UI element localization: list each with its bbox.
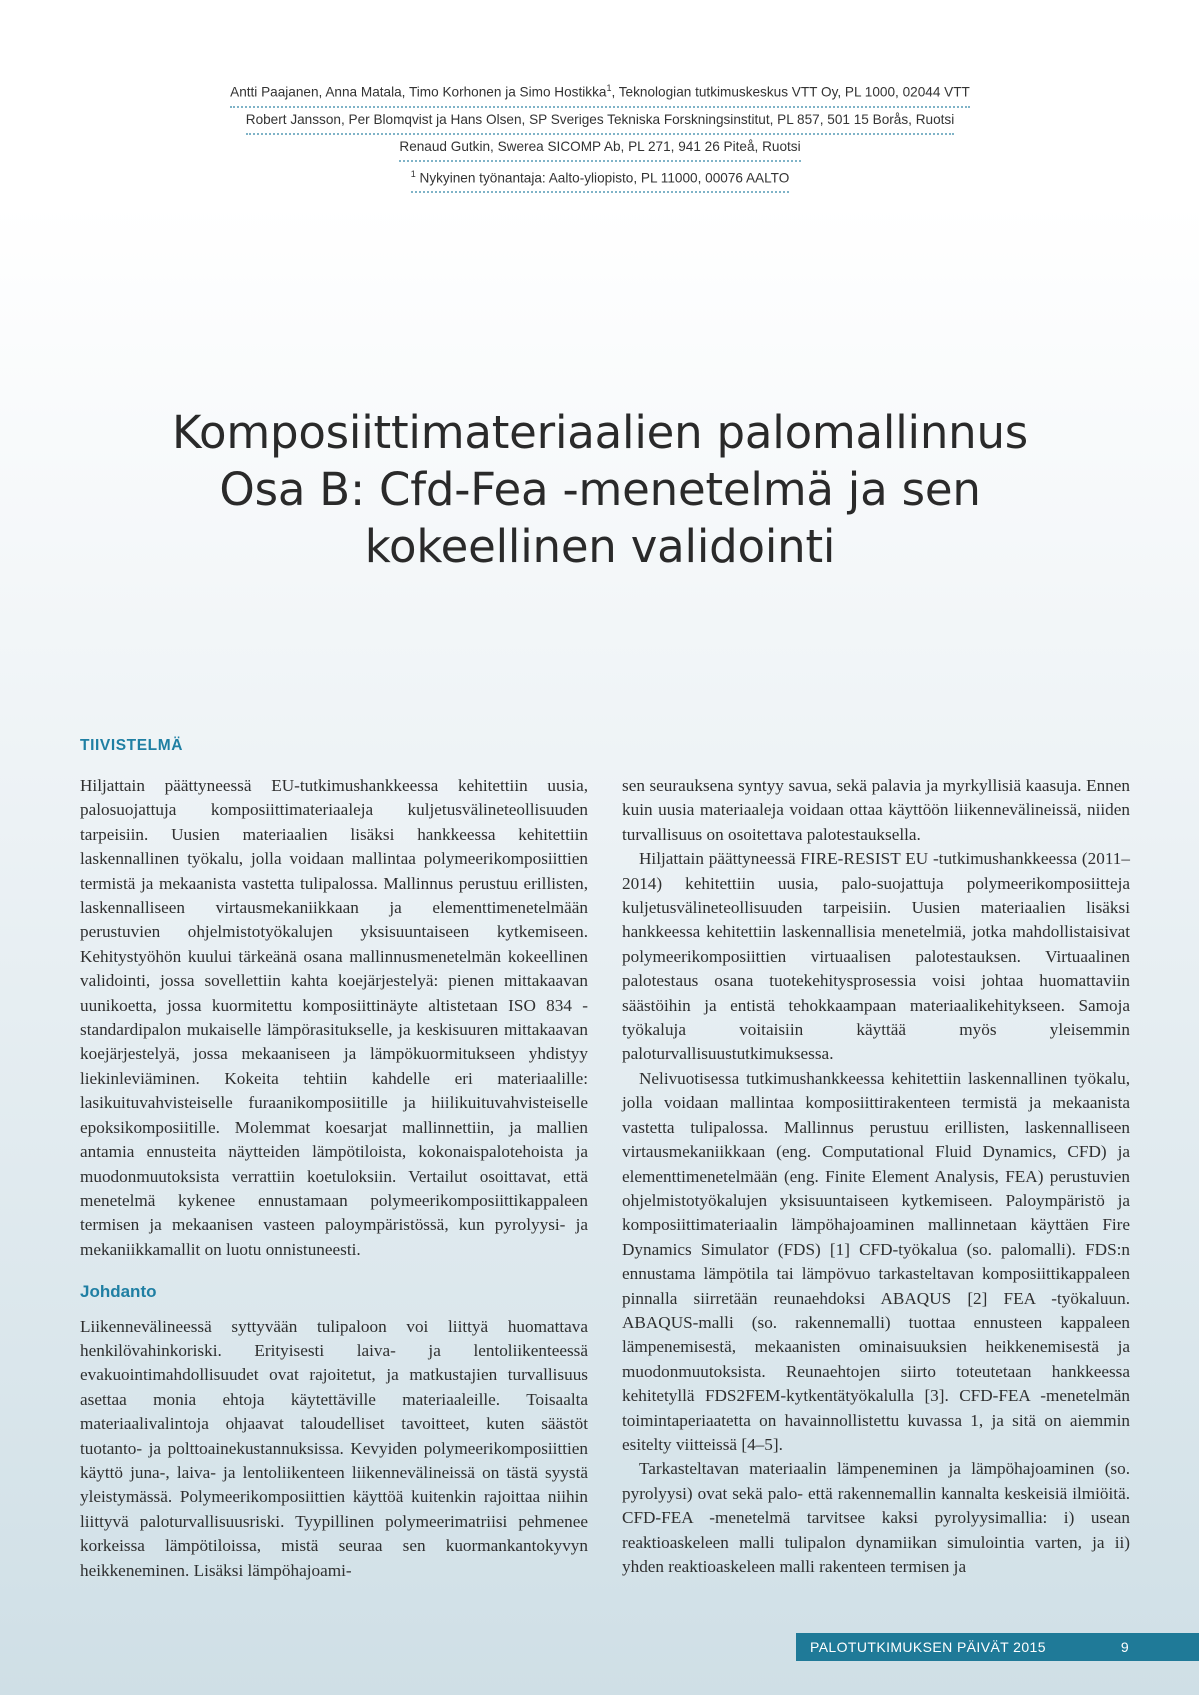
- title-line-3: kokeellinen validointi: [364, 520, 836, 573]
- author-line-swerea: Renaud Gutkin, Swerea SICOMP Ab, PL 271, 941 26 Piteå, Ruotsi: [399, 135, 800, 162]
- author-names-vtt: Antti Paajanen, Anna Matala, Timo Korhonen ja Simo Hostikka: [230, 84, 607, 100]
- author-line-current-employer: [411, 162, 790, 194]
- current-employer-text: Nykyinen työnantaja: Aalto-yliopisto, PL 11000, 00076 AALTO: [419, 170, 790, 186]
- affiliation-superscript: 1: [606, 83, 612, 93]
- left-column: [80, 774, 588, 1583]
- footer-bar: [796, 1633, 1199, 1661]
- author-block: [80, 76, 1120, 193]
- intro-heading: Johdanto: [80, 1282, 157, 1302]
- title-line-2: Osa B: Cfd-Fea -menetelmä ja sen: [219, 463, 981, 516]
- right-column: [622, 774, 1130, 1579]
- article-title: [90, 404, 1110, 575]
- intro-paragraph-3: Nelivuotisessa tutkimushankkeessa kehitettiin laskennallinen työkalu, jolla voidaan mallintaa komposiittirakenteen termistä ja mekaanista vastetta tulipalossa. Mallinnus perustuu erillisten, laskennalliseen virtausmekaniikkaan (eng. Computational Fluid Dynamics, CFD) ja elementtimenetelmään (eng. Finite Element Analysis, FEA) perustuvien ohjelmistotyökalujen yksisuuntaiseen kytkemiseen. Paloympäristö ja komposiittimateriaalin lämpöhajoaminen mallinnetaan käyttäen Fire Dynamics Simulator (FDS) [1] CFD-työkalua (so. palomalli). FDS:n ennustama lämpötila tai lämpövuo tarkasteltavan komposiittikappaleen pinnalla siirretään reunaehdoksi ABAQUS [2] FEA -työkaluun. ABAQUS-malli (so. rakennemalli) tuottaa ennusteen kappaleen lämpenemisestä, mekaanisten ominaisuuksien heikkenemisestä ja muodonmuutoksista. Reunaehtojen siirto toteutetaan hankkeessa kehitetyllä FDS2FEM-kytkentätyökalulla [3]. CFD-FEA -menetelmän toimintaperiaatetta on havainnollistettu kuvassa 1, ja sitä on aiemmin esitelty viitteissä [4–5].: [622, 1068, 1130, 1454]
- intro-paragraph-1: Liikennevälineessä syttyvään tulipaloon voi liittyä huomattava henkilövahinkoriski. Erityisesti laiva- ja lentoliikenteessä evakuointimahdollisuudet ovat rajoitetut, ja matkustajien turvallisuus asettaa monia ehtoja käytettäville materiaaleille. Toisaalta materiaalivalintoja ohjaavat taloudelliset tavoitteet, kuten säästöt tuotanto- ja polttoainekustannuksissa. Kevyiden polymeerikomposiittien käyttö juna-, laiva- ja lentoliikenteen liikennevälineissä on tästä syystä yleistymässä. Polymeerikomposiittien käyttöä kuitenkin rajoittaa niihin liittyvä paloturvallisuusriski. Tyypillinen polymeerimatriisi pehmenee korkeissa lämpötiloissa, mistä seuraa sen kuormankantokyvyn heikkeneminen. Lisäksi lämpöhajoami-: [80, 1316, 588, 1580]
- intro-paragraph-continued: sen seurauksena syntyy savua, sekä palavia ja myrkyllisiä kaasuja. Ennen kuin uusia materiaaleja voidaan ottaa käyttöön liikennevälineissä, niiden turvallisuus on osoitettava palotestauksella.: [622, 776, 1130, 844]
- footer-event-name: PALOTUTKIMUKSEN PÄIVÄT 2015: [810, 1639, 1046, 1655]
- affiliation-superscript: 1: [410, 168, 416, 179]
- affiliation-vtt: , Teknologian tutkimuskeskus VTT Oy, PL 1000, 02044 VTT: [611, 84, 970, 100]
- intro-paragraph-2: Hiljattain päättyneessä FIRE-RESIST EU -tutkimushankkeessa (2011–2014) kehitettiin uusia, palo-suojattuja polymeerikomposiitteja kuljetusvälineteollisuuden tarpeisiin. Uusien materiaalien lisäksi hankkeessa kehitettiin laskennallisia menetelmiä, jotka mahdollistaisivat polymeerikomposiittien virtuaalisen palotestauksen. Virtuaalinen palotestaus osana tuotekehitysprosessia voisi johtaa huomattaviin säästöihin ja entistä tehokkaampaan materiaalikehitykseen. Samoja työkaluja voitaisiin käyttää myös yleisemmin paloturvallisuustutkimuksessa.: [622, 849, 1130, 1064]
- abstract-heading: TIIVISTELMÄ: [80, 737, 184, 754]
- page-number: 9: [1120, 1639, 1129, 1655]
- title-line-1: Komposiittimateriaalien palomallinnus: [171, 406, 1029, 459]
- author-line-sp: Robert Jansson, Per Blomqvist ja Hans Olsen, SP Sveriges Tekniska Forskningsinstitut, PL 857, 501 15 Borås, Ruotsi: [246, 108, 954, 135]
- intro-paragraph-4: Tarkasteltavan materiaalin lämpeneminen ja lämpöhajoaminen (so. pyrolyysi) ovat sekä palo- että rakennemallin kannalta keskeisiä ilmiöitä. CFD-FEA -menetelmä tarvitsee kaksi pyrolyysimallia: i) usean reaktioaskeleen malli tulipalon dynamiikan simulointia varten, ja ii) yhden reaktioaskeleen malli rakenteen termisen ja: [622, 1459, 1130, 1576]
- abstract-paragraph: Hiljattain päättyneessä EU-tutkimushankkeessa kehitettiin uusia, palosuojattuja komposiittimateriaaleja kuljetusvälineteollisuuden tarpeisiin. Uusien materiaalien lisäksi hankkeessa kehitettiin laskennallinen työkalu, jolla voidaan mallintaa polymeerikomposiittien termistä ja mekaanista vastetta tulipalossa. Mallinnus perustuu erillisten, laskennalliseen virtausmekaniikkaan ja elementtimenetelmään perustuvien ohjelmistotyökalujen yksisuuntaiseen kytkemiseen. Kehitystyöhön kuului tärkeänä osana mallinnusmenetelmän kokeellinen validointi, jossa sovellettiin kahta koejärjestelyä: pienen mittakaavan uunikoetta, jossa kuormitettu komposiittinäyte altistetaan ISO 834 -standardipalon mukaiselle lämpörasitukselle, ja keskisuuren mittakaavan koejärjestelyä, jossa mekaaniseen ja lämpökuormitukseen yhdistyy liekinleviäminen. Kokeita tehtiin kahdelle eri materiaalille: lasikuituvahvisteiselle furaanikomposiitille ja hiilikuituvahvisteiselle epoksikomposiitille. Molemmat koesarjat mallinnettiin, ja mallien antamia ennusteita näytteiden lämpötiloista, kokonaispalotehoista ja muodonmuutoksista verrattiin koetuloksiin. Vertailut osoittavat, että menetelmä kykenee ennustamaan polymeerikomposiittikappaleen termisen ja mekaanisen vasteen paloympäristössä, kun pyrolyysi- ja mekaniikkamallit on luotu onnistuneesti.: [80, 776, 588, 1259]
- author-line-vtt: [230, 76, 970, 108]
